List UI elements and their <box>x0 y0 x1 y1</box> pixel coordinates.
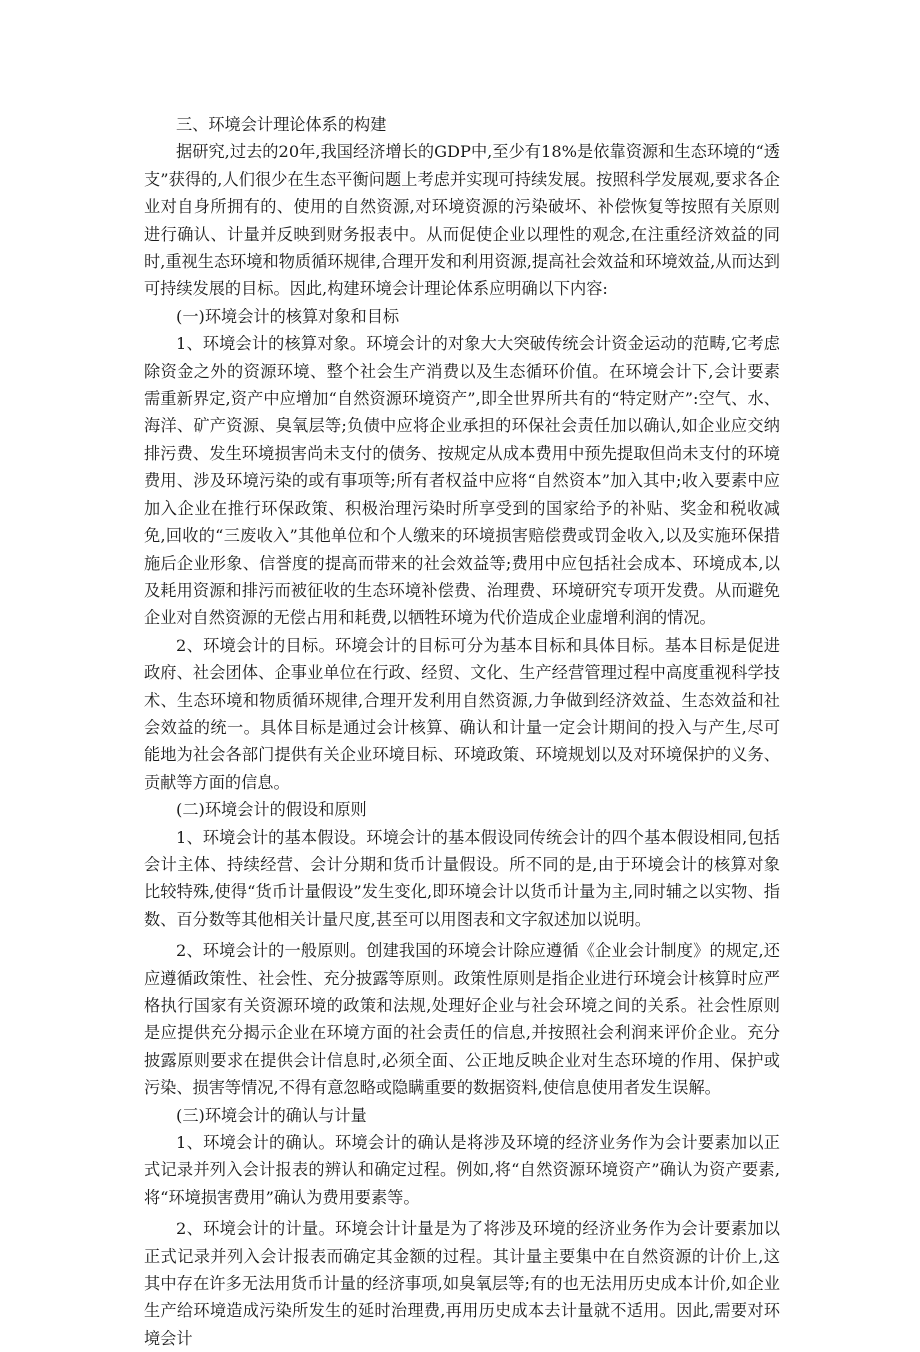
subsection-title-2: (二)环境会计的假设和原则 <box>176 800 367 820</box>
paragraph-general-principle: 2、环境会计的一般原则。创建我国的环境会计除应遵循《企业会计制度》的规定,还应遵循政策性、社会性、充分披露等原则。政策性原则是指企业进行环境会计核算时应严格执行国家有关资源环境的政策和法规,处理好企业与社会环境之间的关系。社会性原则是应提供充分揭示企业在环境方面的社会责任的信息,并按照社会利润来评价企业。充分披露原则要求在提供会计信息时,必须全面、公正地反映企业对生态环境的作用、保护或污染、损害等情况,不得有意忽略或隐瞒重要的数据资料,使信息使用者发生误解。 <box>144 941 780 1098</box>
section-title: 三、环境会计理论体系的构建 <box>176 115 387 134</box>
paragraph-recognition: 1、环境会计的确认。环境会计的确认是将涉及环境的经济业务作为会计要素加以正式记录并列入会计报表的辨认和确定过程。例如,将“自然资源环境资产”确认为资产要素,将“环境损害费用”确认为费用要素等。 <box>144 1133 780 1207</box>
paragraph-accounting-goal: 2、环境会计的目标。环境会计的目标可分为基本目标和具体目标。基本目标是促进政府、社会团体、企事业单位在行政、经贸、文化、生产经营管理过程中高度重视科学技术、生态环境和物质循环规律,合理开发利用自然资源,力争做到经济效益、生态效益和社会效益的统一。具体目标是通过会计核算、确认和计量一定会计期间的投入与产生,尽可能地为社会各部门提供有关企业环境目标、环境政策、环境规划以及对环境保护的义务、贡献等方面的信息。 <box>144 635 780 792</box>
subsection-title-3: (三)环境会计的确认与计量 <box>176 1105 367 1125</box>
paragraph-measurement: 2、环境会计的计量。环境会计计量是为了将涉及环境的经济业务作为会计要素加以正式记录并列入会计报表而确定其金额的过程。其计量主要集中在自然资源的计价上,这其中存在许多无法用货币计量的经济事项,如臭氧层等;有的也无法用历史成本计价,如企业生产给环境造成污染所发生的延时治理费,再用历史成本去计量就不适用。因此,需要对环境会计 <box>144 1219 780 1348</box>
intro-paragraph: 据研究,过去的20年,我国经济增长的GDP中,至少有18%是依靠资源和生态环境的“透支”获得的,人们很少在生态平衡问题上考虑并实现可持续发展。按照科学发展观,要求各企业对自身所拥有的、使用的自然资源,对环境资源的污染破坏、补偿恢复等按照有关原则进行确认、计量并反映到财务报表中。从而促使企业以理性的观念,在注重经济效益的同时,重视生态环境和物质循环规律,合理开发和利用资源,提高社会效益和环境效益,从而达到可持续发展的目标。因此,构建环境会计理论体系应明确以下内容: <box>144 142 780 299</box>
subsection-title-1: (一)环境会计的核算对象和目标 <box>176 306 400 326</box>
document-body <box>144 111 780 1352</box>
paragraph-accounting-object: 1、环境会计的核算对象。环境会计的对象大大突破传统会计资金运动的范畴,它考虑除资金之外的资源环境、整个社会生产消费以及生态循环价值。在环境会计下,会计要素需重新界定,资产中应增加“自然资源环境资产”,即全世界所共有的“特定财产”:空气、水、海洋、矿产资源、臭氧层等;负债中应将企业承担的环保社会责任加以确认,如企业应交纳排污费、发生环境损害尚未支付的债务、按规定从成本费用中预先提取但尚未支付的环境费用、涉及环境污染的或有事项等;所有者权益中应将“自然资本”加入其中;收入要素中应加入企业在推行环保政策、积极治理污染时所享受到的国家给予的补贴、奖金和税收减免,回收的“三废收入”其他单位和个人缴来的环境损害赔偿费或罚金收入,以及实施环保措施后企业形象、信誉度的提高而带来的社会效益等;费用中应包括社会成本、环境成本,以及耗用资源和排污而被征收的生态环境补偿费、治理费、环境研究专项开发费。从而避免企业对自然资源的无偿占用和耗费,以牺牲环境为代价造成企业虚增利润的情况。 <box>144 334 780 628</box>
paragraph-basic-assumption: 1、环境会计的基本假设。环境会计的基本假设同传统会计的四个基本假设相同,包括会计主体、持续经营、会计分期和货币计量假设。所不同的是,由于环境会计的核算对象比较特殊,使得“货币计量假设”发生变化,即环境会计以货币计量为主,同时辅之以实物、指数、百分数等其他相关计量尺度,甚至可以用图表和文字叙述加以说明。 <box>144 827 780 929</box>
